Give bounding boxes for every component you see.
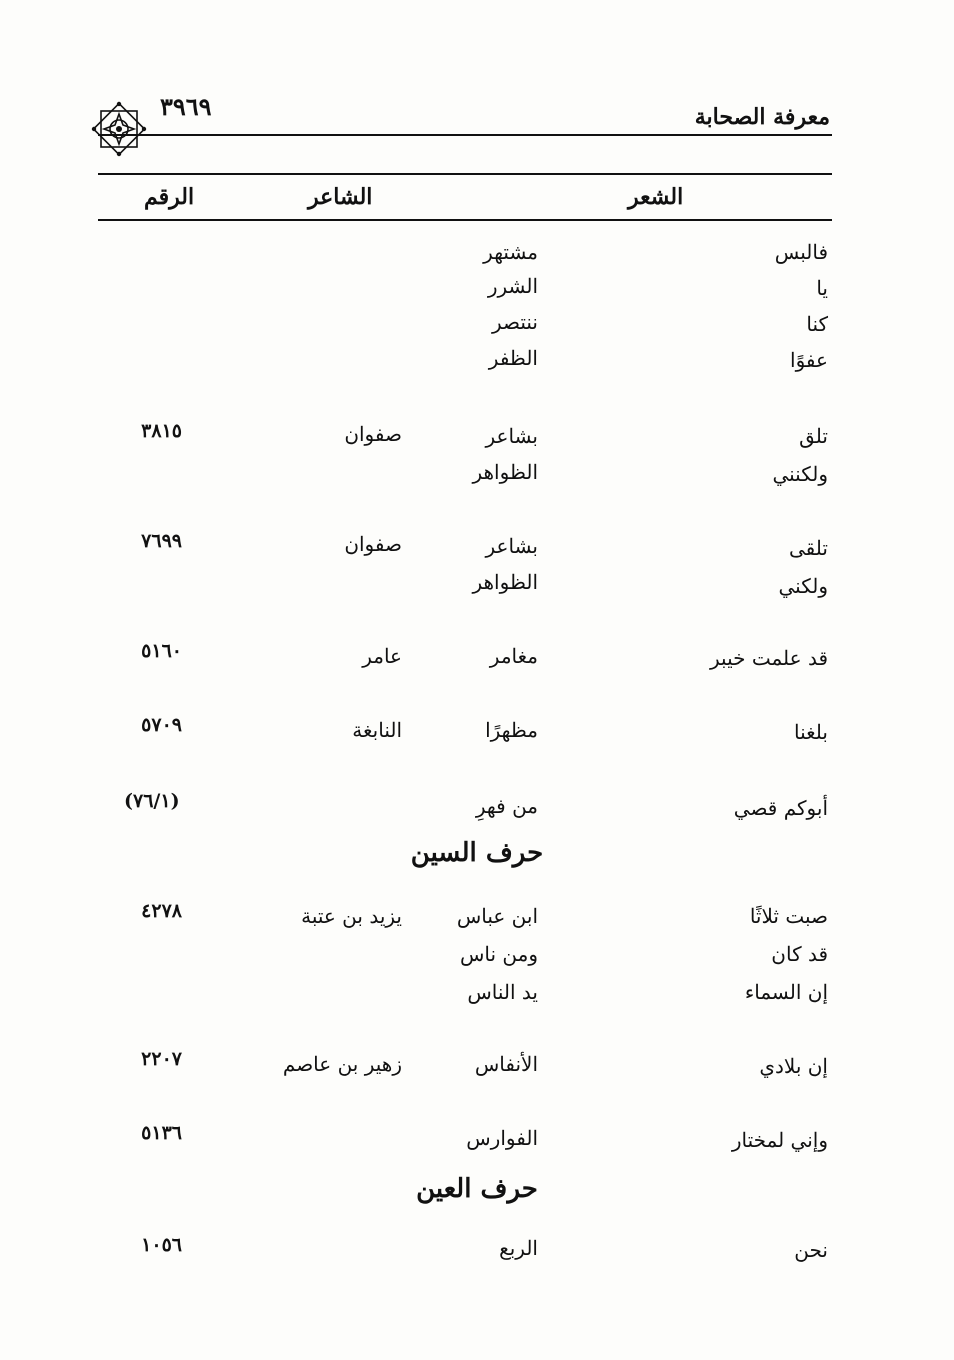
section-heading-sin: حرف السين xyxy=(410,838,544,868)
poet-name: زهير بن عاصم xyxy=(282,1052,402,1076)
verse-rhyme: ننتصر xyxy=(491,310,538,334)
reference-number: ١٠٥٦ xyxy=(141,1234,182,1256)
poet-name: عامر xyxy=(362,644,402,668)
verse-start: تلق xyxy=(799,424,828,448)
verse-start: صبت ثلاثًا xyxy=(749,904,828,928)
verse-start: نحن xyxy=(794,1238,828,1262)
verse-rhyme: يد الناس xyxy=(467,980,538,1004)
verse-start: تلقى xyxy=(789,536,828,560)
verse-rhyme: الشرر xyxy=(487,274,538,298)
verse-start: يا xyxy=(816,276,828,300)
reference-number: ٣٨١٥ xyxy=(141,420,182,442)
verse-rhyme: ومن ناس xyxy=(459,942,538,966)
poet-name: صفوان xyxy=(344,422,402,446)
verse-start: فالبس xyxy=(774,240,828,264)
verse-start: قد علمت خيبر xyxy=(710,646,828,670)
verse-rhyme: الظواهر xyxy=(472,460,538,484)
book-title: معرفة الصحابة xyxy=(694,104,830,130)
verse-rhyme: الربع xyxy=(499,1236,538,1260)
reference-number: ٢٢٠٧ xyxy=(141,1048,182,1070)
table-header-bottom-rule xyxy=(98,219,832,221)
ornament-icon xyxy=(90,100,148,158)
header-rule xyxy=(98,134,832,136)
verse-rhyme: الظفر xyxy=(488,346,538,370)
verse-rhyme: مظهرًا xyxy=(485,718,538,742)
verse-start: أبوكم قصي xyxy=(733,796,828,820)
poet-name: يزيد بن عتبة xyxy=(301,904,402,928)
verse-start: بلغنا xyxy=(794,720,828,744)
verse-rhyme: مشتهر xyxy=(483,240,538,264)
reference-number: (٧٦/١) xyxy=(124,790,180,812)
verse-start: إن السماء xyxy=(744,980,828,1004)
verse-start: عفوًا xyxy=(790,348,828,372)
verse-rhyme: الفوارس xyxy=(466,1126,538,1150)
verse-rhyme: بشاعر xyxy=(485,424,538,448)
verse-rhyme: الأنفاس xyxy=(474,1052,538,1076)
reference-number: ٥١٣٦ xyxy=(141,1122,182,1144)
column-header-poem: الشعر xyxy=(628,184,684,210)
verse-rhyme: من فهرِ xyxy=(475,794,538,818)
section-heading-ain: حرف العين xyxy=(416,1174,538,1204)
reference-number: ٥٧٠٩ xyxy=(141,714,182,736)
poet-name: صفوان xyxy=(344,532,402,556)
verse-start: ولكني xyxy=(778,574,828,598)
column-header-number: الرقم xyxy=(144,184,195,210)
verse-rhyme: مغامر xyxy=(489,644,538,668)
reference-number: ٧٦٩٩ xyxy=(141,530,182,552)
verse-rhyme: بشاعر xyxy=(485,534,538,558)
verse-rhyme: الظواهر xyxy=(472,570,538,594)
verse-start: إن بلادي xyxy=(759,1054,828,1078)
verse-start: وإني لمختار xyxy=(731,1128,828,1152)
verse-start: قد كان xyxy=(771,942,828,966)
verse-rhyme: ابن عباس xyxy=(456,904,538,928)
page-number: ٣٩٦٩ xyxy=(160,92,212,121)
poet-name: النابغة xyxy=(352,718,402,742)
table-header-top-rule xyxy=(98,173,832,175)
verse-start: ولكنني xyxy=(772,462,828,486)
reference-number: ٥١٦٠ xyxy=(141,640,182,662)
verse-start: كنا xyxy=(806,312,828,336)
column-header-poet: الشاعر xyxy=(308,184,373,210)
reference-number: ٤٢٧٨ xyxy=(141,900,182,922)
